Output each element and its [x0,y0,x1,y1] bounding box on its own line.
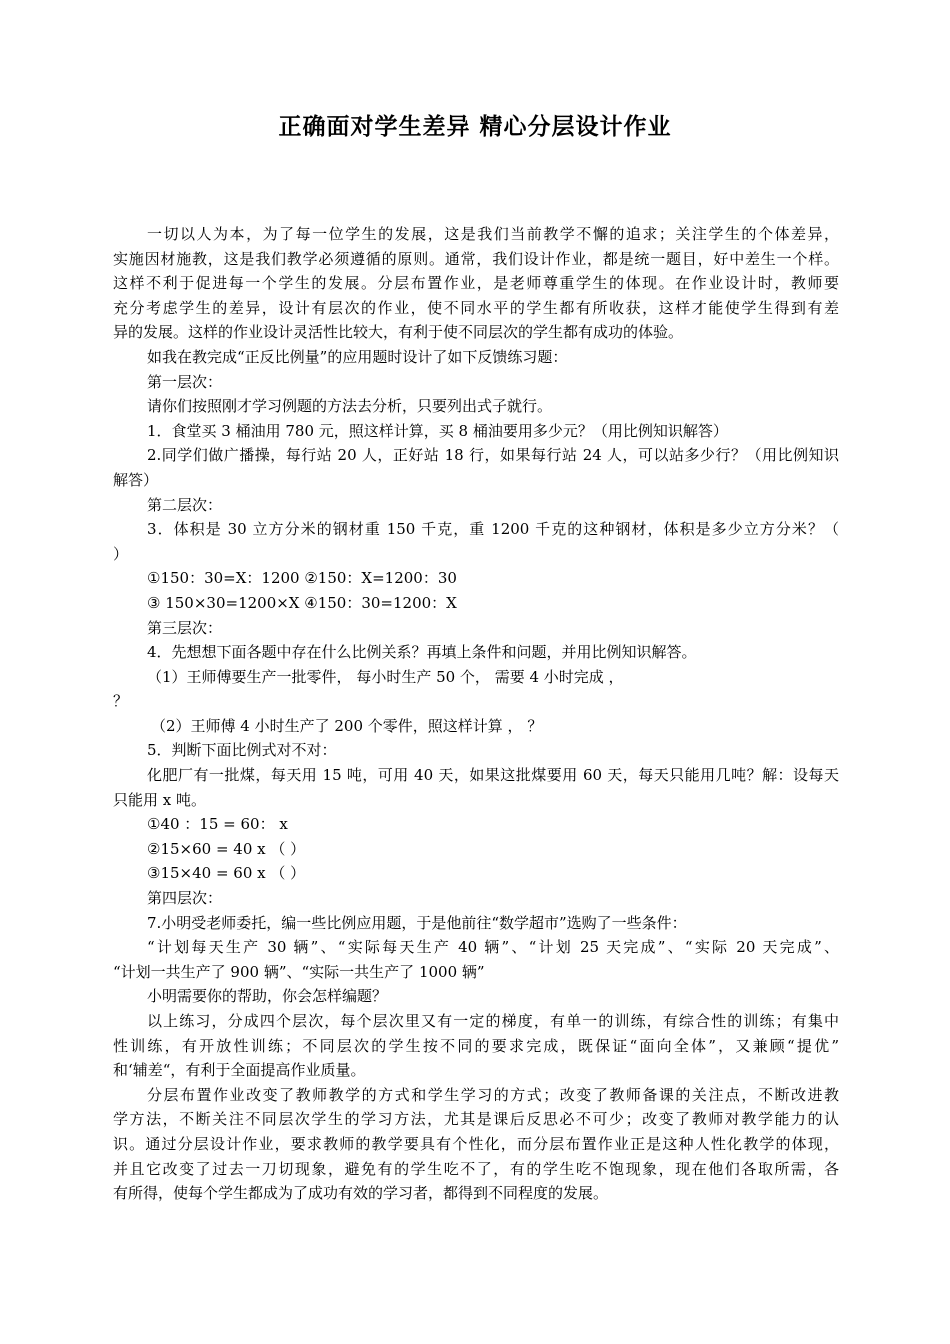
text-line: 解答） [113,470,159,489]
text-line: 识。通过分层设计作业，要求教师的教学要具有个性化，而分层布置作业正是这种人性化教学的体现， [113,1134,839,1153]
text-line: ①150：30=X：1200 ②150：X=1200：30 [147,569,457,588]
text-line: 第四层次： [147,889,223,908]
text-line: ③15×40 = 60 x （ ） [147,864,306,883]
text-line: 请你们按照刚才学习例题的方法去分析，只要列出式子就行。 [147,397,553,416]
text-line: 和‘辅差“，有利于全面提高作业质量。 [113,1061,366,1080]
text-line: 分层布置作业改变了教师教学的方式和学生学习的方式；改变了教师备课的关注点，不断改进教 [147,1085,839,1104]
text-line: 只能用 x 吨。 [113,790,206,809]
text-line: 第一层次： [147,372,223,391]
text-line: ①40 ：15 = 60： x [147,815,288,834]
text-line: 这样不利于促进每一个学生的发展。分层布置作业，是老师尊重学生的体现。在作业设计时，教师要 [113,274,839,293]
text-line: 7.小明受老师委托，编一些比例应用题，于是他前往“数学超市”选购了一些条件： [147,913,687,932]
text-line: 学方法，不断关注不同层次学生的学习方法，尤其是课后反思必不可少；改变了教师对教学能力的认 [113,1110,839,1129]
text-line: 如我在教完成“正反比例量”的应用题时设计了如下反馈练习题： [147,347,568,366]
text-line: “计划每天生产 30 辆”、“实际每天生产 40 辆”、“计划 25 天完成”、“实际 20 天完成”、 [147,938,839,957]
text-line: 以上练习，分成四个层次，每个层次里又有一定的梯度，有单一的训练，有综合性的训练；有集中 [147,1012,839,1030]
text-line: 3．体积是 30 立方分米的钢材重 150 千克，重 1200 千克的这种钢材，体积是多少立方分米？（ [147,520,839,539]
text-line: 1．食堂买 3 桶油用 780 元，照这样计算，买 8 桶油要用多少元？（用比例知识解答） [147,421,728,440]
text-line: （2）王师傅 4 小时生产了 200 个零件，照这样计算 ， ？ [151,716,543,735]
document-title: 正确面对学生差异 精心分层设计作业 [278,114,672,140]
text-line: 第二层次： [147,495,223,514]
text-line: 2.同学们做广播操，每行站 20 人，正好站 18 行，如果每行站 24 人，可以站多少行？（用比例知识 [147,446,839,465]
text-line: ？ [113,692,129,711]
text-line: 实施因材施教，这是我们教学必须遵循的原则。通常，我们设计作业，都是统一题目，好中差生一个样。 [113,249,839,268]
text-line: 并且它改变了过去一刀切现象，避免有的学生吃不了，有的学生吃不饱现象，现在他们各取所需，各 [113,1159,839,1178]
text-line: 5．判断下面比例式对不对： [147,741,337,760]
text-line: ） [113,544,129,563]
text-line: 化肥厂有一批煤，每天用 15 吨，可用 40 天，如果这批煤要用 60 天，每天只能用几吨？解：设每天 [147,766,839,785]
text-line: 有所得，使每个学生都成为了成功有效的学习者，都得到不同程度的发展。 [113,1184,609,1203]
text-line: ③ 150×30=1200×X ④150：30=1200：X [147,593,457,612]
text-line: 充分考虑学生的差异，设计有层次的作业，使不同水平的学生都有所收获，这样才能使学生得到有差 [113,298,839,317]
text-line: 第三层次： [147,618,223,637]
text-line: 异的发展。这样的作业设计灵活性比较大，有利于使不同层次的学生都有成功的体验。 [113,323,684,342]
text-line: 性训练，有开放性训练；不同层次的学生按不同的要求完成，既保证“面向全体”，又兼顾“提优” [113,1036,839,1055]
document-body [113,222,839,1206]
text-line: （1）王师傅要生产一批零件， 每小时生产 50 个， 需要 4 小时完成 ， [147,667,624,686]
text-line: 小明需要你的帮助，你会怎样编题？ [147,987,388,1006]
text-line: ②15×60 = 40 x （ ） [147,839,306,858]
text-line: 4．先想想下面各题中存在什么比例关系？再填上条件和问题，并用比例知识解答。 [147,643,697,662]
text-line: 一切以人为本，为了每一位学生的发展，这是我们当前教学不懈的追求；关注学生的个体差异， [147,225,839,243]
text-line: “计划一共生产了 900 辆”、“实际一共生产了 1000 辆” [113,962,485,981]
